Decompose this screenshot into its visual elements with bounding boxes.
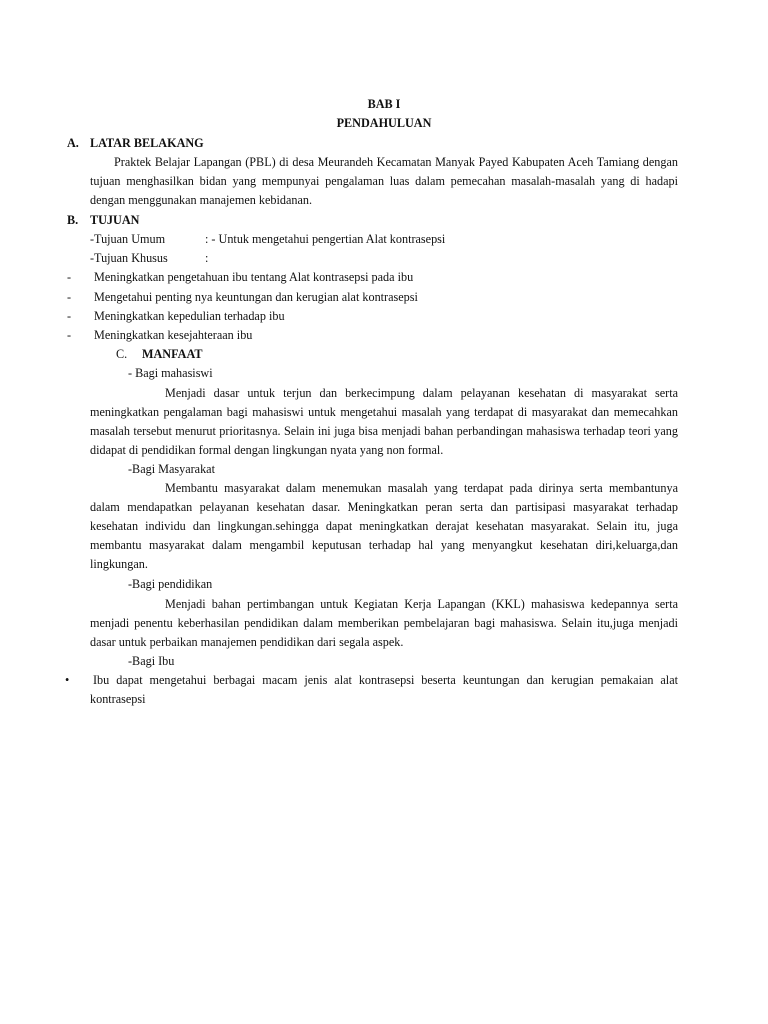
bagi-masyarakat-label: -Bagi Masyarakat — [128, 462, 215, 476]
list-dash: - — [67, 270, 72, 284]
bagi-ibu-label: -Bagi Ibu — [128, 654, 175, 668]
section-a-paragraph: Praktek Belajar Lapangan (PBL) di desa Meurandeh Kecamatan Manyak Payed Kabupaten Aceh Tamiang dengan tujuan menghasilkan bidan yang mempunyai pengalaman luas dalam pemecahan masalah-masalah yang di hadapi dengan menggunakan manajemen kebidanan. — [90, 155, 678, 207]
list-dash: - — [67, 290, 72, 304]
list-dash: - — [67, 328, 72, 342]
section-b-marker: B. — [67, 213, 79, 227]
bagi-ibu-paragraph: Ibu dapat mengetahui berbagai macam jenis alat kontrasepsi beserta keuntungan dan kerugian pemakaian alat kontrasepsi — [90, 673, 678, 706]
bagi-pendidikan-paragraph: Menjadi bahan pertimbangan untuk Kegiatan Kerja Lapangan (KKL) mahasiswa kedepannya serta menjadi penentu keberhasilan pendidikan dalam memberikan pembelajaran bagi mahasiswa. Selain itu,juga menjadi dasar untuk perbaikan manajemen pendidikan dari segala aspek. — [90, 597, 678, 649]
tujuan-umum-value: : - Untuk mengetahui pengertian Alat kontrasepsi — [205, 232, 446, 246]
section-a-heading: LATAR BELAKANG — [90, 136, 204, 150]
bagi-masyarakat-paragraph: Membantu masyarakat dalam menemukan masalah yang terdapat pada dirinya serta membantunya dalam mendapatkan pelayanan kesehatan dasar. Meningkatkan peran serta dan partisipasi masyarakat terhadap kesehatan individu dan lingkungan.sehingga dapat meningkatkan derajat kesehatan masyarakat. Selain itu, juga membantu masyarakat dalam mengambil keputusan terhadap hal yang menyangkut kesehatan diri,keluarga,dan lingkungan. — [90, 481, 678, 571]
list-item: Mengetahui penting nya keuntungan dan kerugian alat kontrasepsi — [94, 290, 418, 304]
section-a-marker: A. — [67, 136, 79, 150]
list-dash: - — [67, 309, 72, 323]
tujuan-umum-label: -Tujuan Umum — [90, 232, 166, 246]
section-b-heading: TUJUAN — [90, 213, 140, 227]
tujuan-khusus-value: : — [205, 251, 209, 265]
bagi-mahasiswi-paragraph: Menjadi dasar untuk terjun dan berkecimpung dalam pelayanan kesehatan di masyarakat serta meningkatkan pengalaman bagi mahasiswi untuk mengetahui masalah yang terdapat di masyarakat dan memecahkan masalah tersebut menurut prioritasnya. Selain ini juga bisa menjadi bahan perbandingan mahasiswa terhadap teori yang didapat di pendidikan formal dengan lingkungan nyata yang non formal. — [90, 386, 678, 457]
section-c-marker: C. — [116, 347, 128, 361]
section-c-heading: MANFAAT — [142, 347, 203, 361]
tujuan-khusus-label: -Tujuan Khusus — [90, 251, 168, 265]
bullet: • — [65, 673, 70, 687]
chapter-number: BAB I — [367, 97, 401, 111]
list-item: Meningkatkan kesejahteraan ibu — [94, 328, 253, 342]
bagi-pendidikan-label: -Bagi pendidikan — [128, 577, 213, 591]
chapter-title: PENDAHULUAN — [336, 116, 432, 130]
list-item: Meningkatkan pengetahuan ibu tentang Alat kontrasepsi pada ibu — [94, 270, 414, 284]
list-item: Meningkatkan kepedulian terhadap ibu — [94, 309, 285, 323]
bagi-mahasiswi-label: - Bagi mahasiswi — [128, 366, 213, 380]
